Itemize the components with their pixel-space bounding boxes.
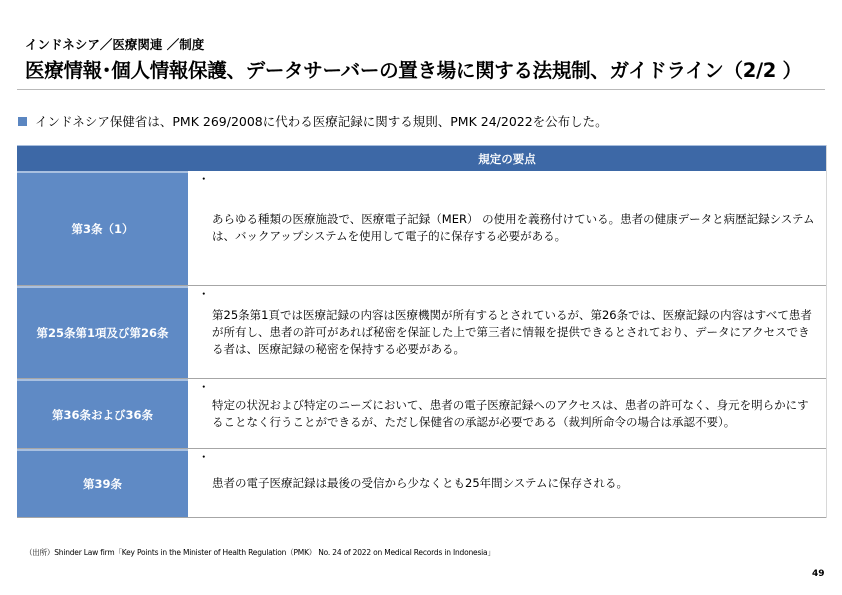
lead-text: インドネシア保健省は、PMK 269/2008に代わる医療記録に関する規則、PMK 24/2022を公布した。 <box>35 114 608 129</box>
regulation-table <box>17 145 827 518</box>
article-text: 患者の電子医療記録は最後の受信から少なくとも25年間システムに保存される。 <box>212 475 628 490</box>
table-row <box>17 379 826 449</box>
source-citation: （出所）Shinder Law firm「Key Points in the Minister of Health Regulation（PMK） No. 24 of 2022 on Medical Records in Indonesia」 <box>25 548 495 557</box>
table-row <box>17 171 826 286</box>
article-content <box>188 379 826 448</box>
table-row <box>17 286 826 379</box>
breadcrumb: インドネシア／医療関連 ／制度 <box>25 37 205 52</box>
table-header-label: 規定の要点 <box>478 151 536 166</box>
article-content <box>188 171 826 285</box>
bullet-dot-icon: ・ <box>198 287 210 301</box>
article-text: 第25条第1頁では医療記録の内容は医療機関が所有するとされているが、第26条では、医療記録の内容はすべて患者が所有し、患者の許可があれば秘密を保証した上で第三者に情報を提供できるとされており、データにアクセスできる者は、医療記録の秘密を保持する必要がある。 <box>212 307 812 356</box>
article-label: 第3条（1） <box>17 171 188 285</box>
page-number: 49 <box>812 569 825 579</box>
square-bullet-icon <box>18 117 27 126</box>
title-divider <box>17 89 825 90</box>
table-header <box>17 145 826 171</box>
table-row <box>17 449 826 518</box>
bullet-dot-icon: ・ <box>198 450 210 464</box>
bullet-dot-icon: ・ <box>198 172 210 186</box>
lead-statement <box>18 112 608 130</box>
article-content <box>188 449 826 517</box>
article-text: あらゆる種類の医療施設で、医療電子記録（MER） の使用を義務付けている。患者の健康データと病歴記録システムは、バックアップシステムを使用して電子的に保存する必要がある。 <box>212 212 815 243</box>
article-label: 第25条第1項及び第26条 <box>17 286 188 378</box>
page-title: 医療情報･個人情報保護、データサーバーの置き場に関する法規制、ガイドライン（2/2 ） <box>25 59 802 82</box>
article-label: 第36条および36条 <box>17 379 188 448</box>
article-label: 第39条 <box>17 449 188 517</box>
article-content <box>188 286 826 378</box>
bullet-dot-icon: ・ <box>198 380 210 394</box>
article-text: 特定の状況および特定のニーズにおいて、患者の電子医療記録へのアクセスは、患者の許可なく、身元を明らかにすることなく行うことができるが、ただし保健省の承認が必要である（裁判所命令の場合は承認不要）。 <box>212 397 809 429</box>
